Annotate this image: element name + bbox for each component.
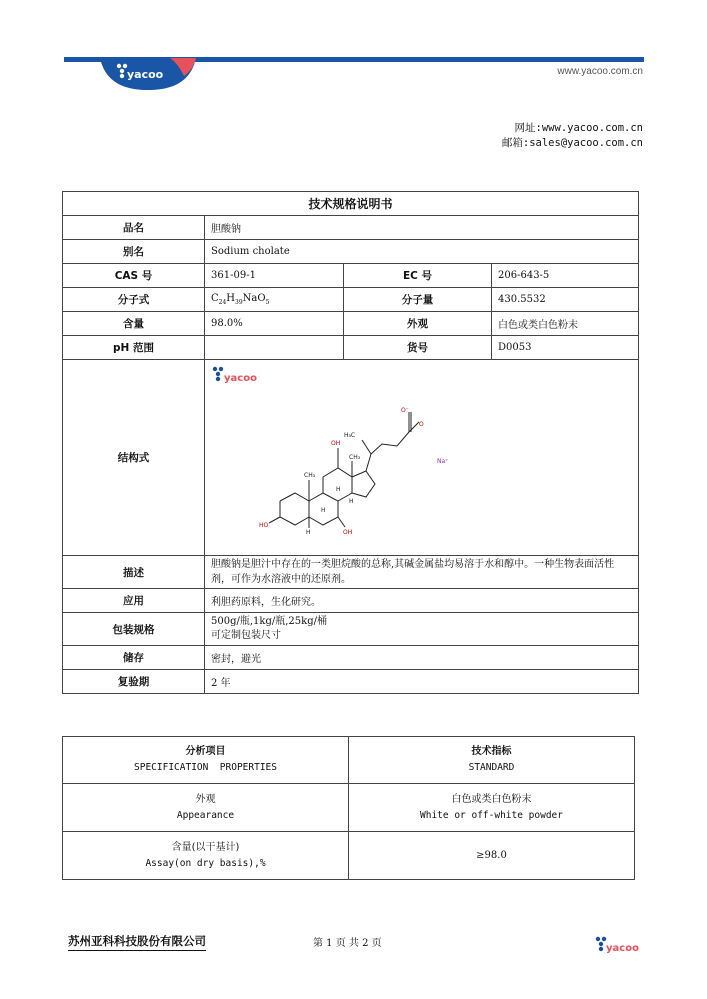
- structure-image: [205, 360, 637, 555]
- package-label: 包装规格: [63, 613, 205, 646]
- retest-label: 复验期: [63, 670, 205, 694]
- analysis-row: [63, 784, 635, 832]
- atom-ch3-b: CH₃: [304, 472, 316, 479]
- item-no-label: 货号: [344, 336, 492, 360]
- structure-logo: [213, 367, 257, 384]
- ec-label: EC 号: [344, 264, 492, 288]
- use-value: 利胆药原料，生化研究。: [205, 589, 639, 613]
- head-left-cn: 分析项目: [185, 746, 226, 757]
- package-value: [205, 613, 639, 646]
- item-no-value: D0053: [492, 336, 639, 360]
- atom-na: Na⁺: [437, 458, 449, 465]
- structure-label: 结构式: [63, 360, 205, 556]
- ph-value: [205, 336, 344, 360]
- atom-h3: H: [321, 507, 326, 514]
- storage-value: 密封，避光: [205, 646, 639, 670]
- std-cn: 白色或类白色粉末: [451, 793, 532, 805]
- description-value: 胆酸钠是胆汁中存在的一类胆烷酸的总称,其碱金属盐均易溶于水和醇中。一种生物表面活性剂，可作为水溶液中的还原剂。: [205, 556, 639, 589]
- item-en: Appearance: [176, 809, 235, 821]
- row-item: [63, 832, 349, 880]
- description-label: 描述: [63, 556, 205, 589]
- package-line-2: 可定制包装尺寸: [211, 630, 281, 641]
- product-name-value: 胆酸钠: [205, 216, 639, 240]
- atom-oh-bottom: OH: [343, 529, 353, 536]
- mw-value: 430.5532: [492, 288, 639, 312]
- content-value: 98.0%: [205, 312, 344, 336]
- cas-label: CAS 号: [63, 264, 205, 288]
- atom-h1: H: [336, 486, 341, 493]
- atom-h2: H: [349, 498, 354, 505]
- product-name-label: 品名: [63, 216, 205, 240]
- footer-logo-text: yacoo: [606, 943, 639, 954]
- atom-ch3-a: CH₃: [349, 454, 361, 461]
- atom-o: O: [419, 421, 424, 428]
- analysis-head-right: [349, 737, 635, 784]
- storage-label: 储存: [63, 646, 205, 670]
- header-url[interactable]: www.yacoo.com.cn: [557, 66, 643, 77]
- row-standard: [349, 832, 635, 880]
- atom-o-minus: O⁻: [401, 407, 409, 414]
- analysis-table: [62, 736, 635, 880]
- std-en: White or off-white powder: [420, 809, 563, 821]
- head-right-en: STANDARD: [468, 762, 515, 773]
- appearance-label: 外观: [344, 312, 492, 336]
- atom-oh-top: OH: [331, 440, 341, 447]
- email-line[interactable]: 邮箱:sales@yacoo.com.cn: [501, 137, 643, 149]
- retest-value: 2 年: [205, 670, 639, 694]
- spec-table: [62, 191, 639, 694]
- footer-logo: [594, 934, 646, 958]
- alias-label: 别名: [63, 240, 205, 264]
- ec-value: 206-643-5: [492, 264, 639, 288]
- header-logo: [100, 56, 196, 92]
- content-label: 含量: [63, 312, 205, 336]
- spec-title: 技术规格说明书: [63, 192, 639, 216]
- atom-h3c: H₃C: [344, 432, 356, 439]
- row-item: [63, 784, 349, 832]
- footer-company: 苏州亚科科技股份有限公司: [68, 933, 206, 951]
- contact-block: [502, 121, 643, 151]
- svg-text:yacoo: yacoo: [224, 373, 257, 384]
- formula-label: 分子式: [63, 288, 205, 312]
- use-label: 应用: [63, 589, 205, 613]
- structure-cell: [205, 360, 639, 556]
- analysis-head-left: [63, 737, 349, 784]
- ph-label: pH 范围: [63, 336, 205, 360]
- package-line-1: 500g/瓶,1kg/瓶,25kg/桶: [211, 616, 327, 627]
- head-right-cn: 技术指标: [471, 746, 512, 757]
- appearance-value: 白色或类白色粉末: [492, 312, 639, 336]
- head-left-en: SPECIFICATION PROPERTIES: [134, 762, 277, 773]
- atom-h4: H: [306, 529, 311, 536]
- cas-value: 361-09-1: [205, 264, 344, 288]
- footer-page-number: 第 1 页 共 2 页: [313, 938, 382, 949]
- cholate-skeleton: [269, 412, 419, 528]
- formula-value: $C_{24}H_{39}NaO_5$: [205, 288, 344, 312]
- atom-ho: HO: [259, 522, 269, 529]
- item-en: Assay(on dry basis),%: [145, 857, 266, 869]
- website-line[interactable]: 网址:www.yacoo.com.cn: [514, 122, 643, 134]
- header-logo-text: yacoo: [127, 68, 164, 81]
- item-cn: 含量(以干基计): [171, 841, 240, 853]
- mw-label: 分子量: [344, 288, 492, 312]
- row-standard: [349, 784, 635, 832]
- analysis-row: [63, 832, 635, 880]
- alias-value: Sodium cholate: [205, 240, 639, 264]
- std-cn: ≥98.0: [476, 849, 507, 861]
- item-cn: 外观: [195, 793, 216, 805]
